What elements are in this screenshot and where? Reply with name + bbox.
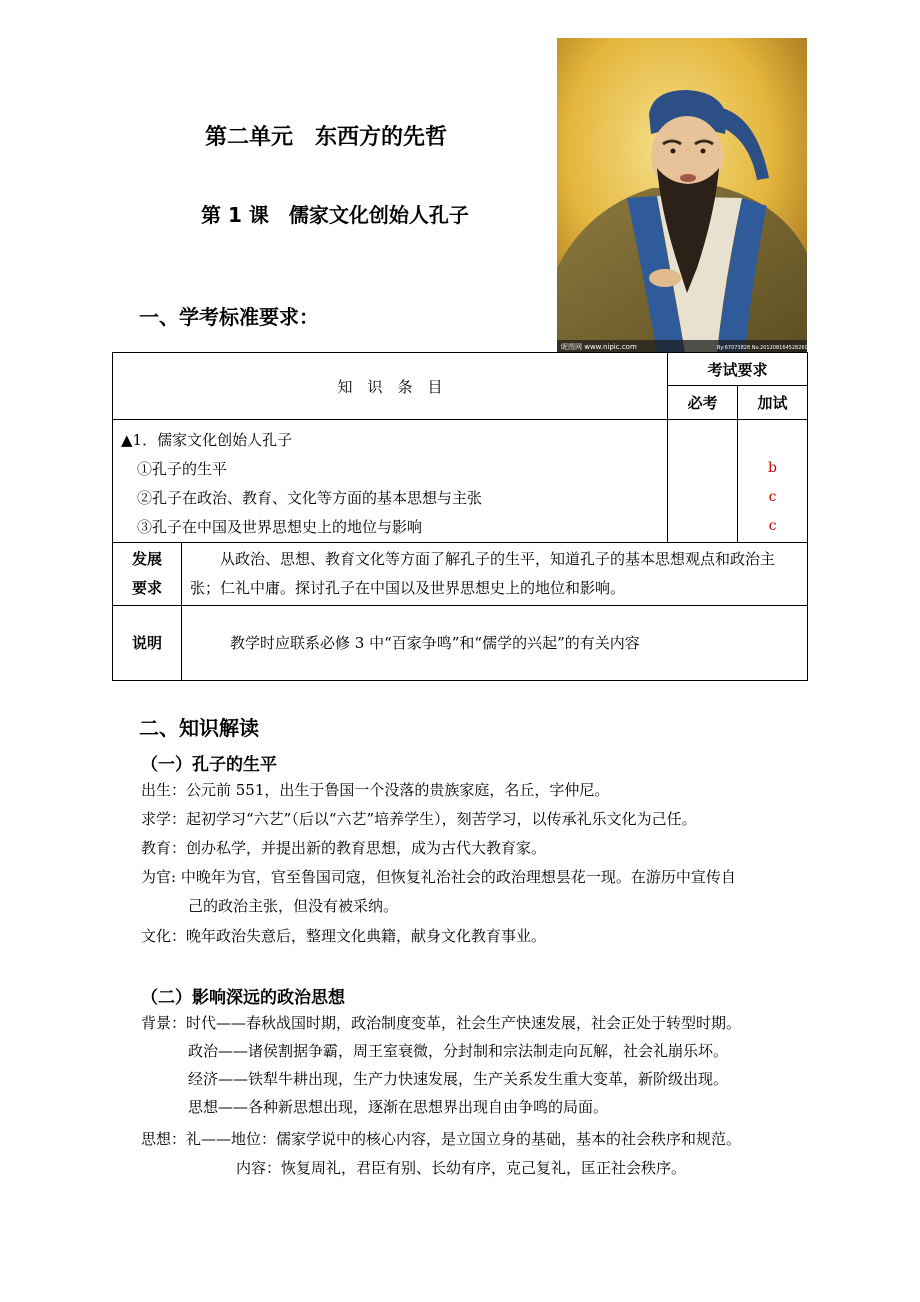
subsection2-heading: （二）影响深远的政治思想: [141, 988, 345, 1008]
life-office: 为官: 中晚年为官，官至鲁国司寇，但恢复礼治社会的政治理想昙花一现。在游历中宣传自: [141, 868, 736, 886]
dev-label: [113, 543, 182, 606]
life-study: 求学：起初学习“六艺”（后以“六艺”培养学生），刻苦学习，以传承礼乐文化为己任。: [141, 810, 697, 828]
standards-table: [112, 352, 808, 681]
exam-header: 考试要求: [668, 353, 808, 386]
knowledge-items: [113, 420, 668, 543]
extra-level-1: b: [768, 460, 777, 476]
life-culture: 文化：晚年政治失意后，整理文化典籍，献身文化教育事业。: [141, 927, 547, 945]
bg-politics: 政治——诸侯割据争霸，周王室衰微，分封制和宗法制走向瓦解，社会礼崩乐坏。: [188, 1042, 729, 1060]
dev-text: 从政治、思想、教育文化等方面了解孔子的生平，知道孔子的基本思想观点和政治主张；仁礼中庸。探讨孔子在中国以及世界思想史上的地位和影响。: [182, 543, 808, 606]
dev-label-2: 要求: [131, 579, 162, 597]
watermark-site: 昵图网 www.nipic.com: [561, 343, 637, 351]
extra-cell: [738, 420, 808, 543]
life-birth: 出生：公元前 551，出生于鲁国一个没落的贵族家庭，名丘，字仲尼。: [141, 781, 610, 799]
lesson-title: 第 1 课 儒家文化创始人孔子: [201, 203, 469, 227]
sub-item-3: ③孔子在中国及世界思想史上的地位与影响: [137, 518, 423, 536]
bg-era: 背景：时代——春秋战国时期，政治制度变革，社会生产快速发展，社会正处于转型时期。: [141, 1014, 742, 1032]
dev-label-1: 发展: [131, 550, 162, 568]
note-label: 说明: [113, 606, 182, 681]
confucius-portrait: [557, 38, 807, 352]
sub-item-1: ①孔子的生平: [137, 460, 228, 478]
extra-level-2: c: [768, 489, 777, 505]
sub-item-2: ②孔子在政治、教育、文化等方面的基本思想与主张: [137, 489, 483, 507]
life-education: 教育：创办私学，并提出新的教育思想，成为古代大教育家。: [141, 839, 547, 857]
required-header: 必考: [668, 386, 738, 420]
section1-heading: 一、学考标准要求：: [139, 305, 319, 329]
note-text: 教学时应联系必修 3 中“百家争鸣”和“儒学的兴起”的有关内容: [182, 606, 808, 681]
extra-level-3: c: [768, 518, 777, 534]
li-status: 思想：礼——地位：儒家学说中的核心内容，是立国立身的基础，基本的社会秩序和规范。: [141, 1130, 742, 1148]
extra-header: 加试: [738, 386, 808, 420]
main-item: ▲1．儒家文化创始人孔子: [121, 431, 293, 449]
life-office-cont: 己的政治主张，但没有被采纳。: [188, 897, 399, 915]
li-content: 内容：恢复周礼，君臣有别、长幼有序，克己复礼，匡正社会秩序。: [236, 1159, 687, 1177]
watermark-id: By:67073828 No.20120816452826000: [717, 345, 807, 351]
bg-economy: 经济——铁犁牛耕出现，生产力快速发展，生产关系发生重大变革，新阶级出现。: [188, 1070, 729, 1088]
section2-heading: 二、知识解读: [139, 716, 259, 740]
required-cell: [668, 420, 738, 543]
bg-thought: 思想——各种新思想出现，逐渐在思想界出现自由争鸣的局面。: [188, 1098, 609, 1116]
knowledge-header: 知 识 条 目: [113, 353, 668, 420]
subsection1-heading: （一）孔子的生平: [141, 755, 277, 775]
unit-title: 第二单元 东西方的先哲: [205, 125, 448, 150]
